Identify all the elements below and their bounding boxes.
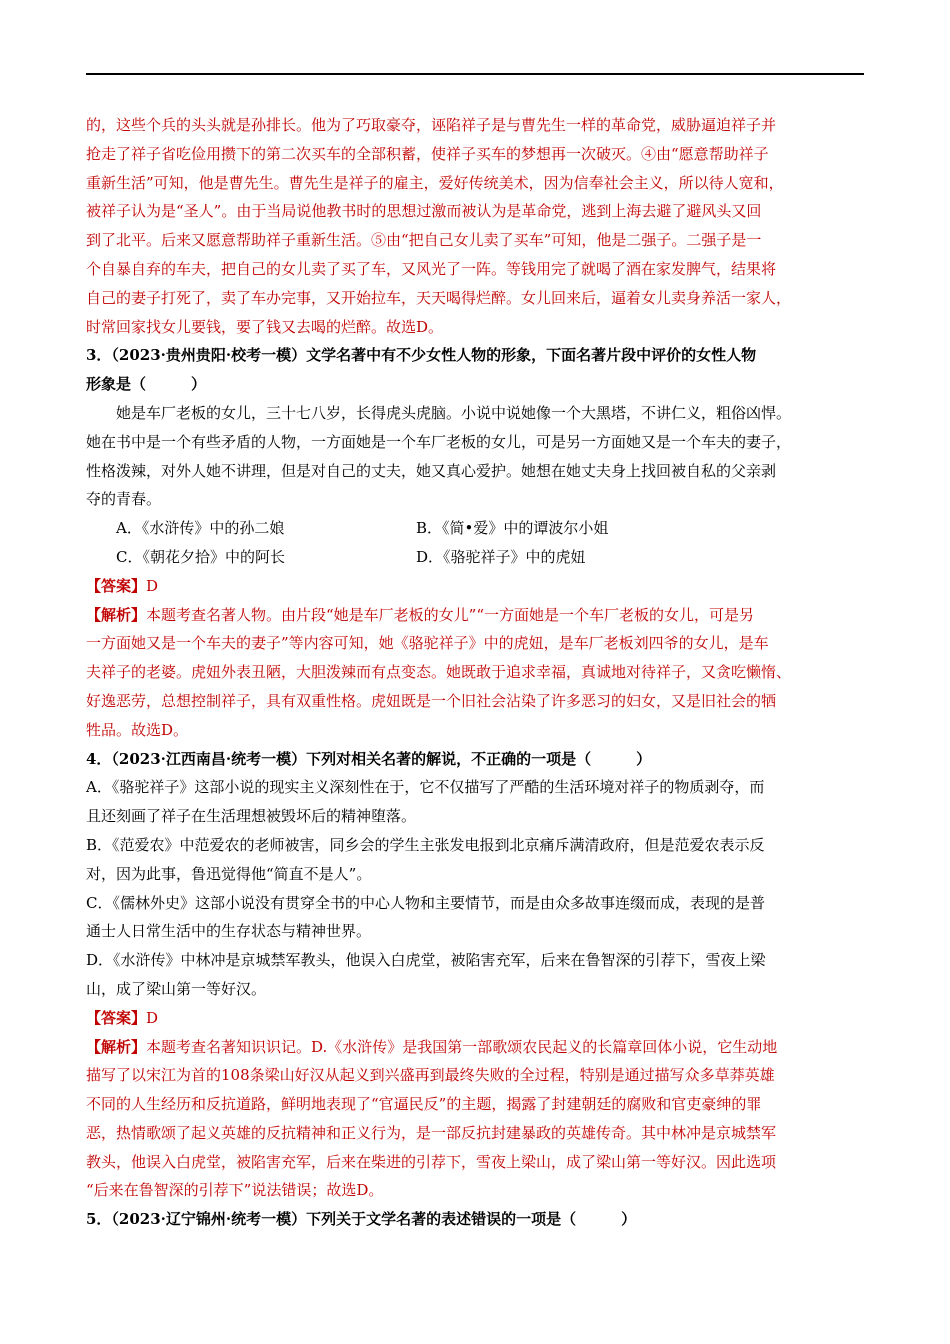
analysis-tag: 【解析】 (86, 605, 147, 624)
q3-passage-line: 她在书中是一个有些矛盾的人物，一方面她是一个车厂老板的女儿，可是另一方面她又是一个车夫的妻子， (86, 432, 792, 451)
q3-answer (86, 572, 876, 601)
analysis-tag: 【解析】 (86, 1037, 147, 1056)
page-content (86, 111, 876, 1234)
q3-option-d: D．《骆驼祥子》中的虎妞 (416, 547, 586, 566)
q2-analysis-line: 被祥子认为是“圣人”。由于当局说他教书时的思想过激而被认为是革命党，逃到上海去避了避风头又回 (86, 202, 762, 221)
q4-answer (86, 1004, 876, 1033)
q4-option-line: 通士人日常生活中的生存状态与精神世界。 (86, 922, 372, 941)
q3-stem: 形象是（ ） (86, 375, 207, 394)
q4-analysis-line: 不同的人生经历和反抗道路，鲜明地表现了“官逼民反”的主题，揭露了封建朝廷的腐败和官吏豪绅的罪 (86, 1095, 762, 1114)
q2-analysis-line: 到了北平。后来又愿意帮助祥子重新生活。⑤由“把自己女儿卖了买车”可知，他是二强子。二强子是一 (86, 231, 762, 250)
q3-passage-line: 夺的青春。 (86, 490, 162, 509)
q3-options-row (86, 543, 876, 572)
q3-analysis-line: 牲品。故选D。 (86, 720, 189, 739)
q4-analysis-line: 教头，他误入白虎堂，被陷害充军，后来在柴进的引荐下，雪夜上梁山，成了梁山第一等好汉。因此选项 (86, 1152, 777, 1171)
q4-option-line: 且还刻画了祥子在生活理想被毁坏后的精神堕落。 (86, 807, 417, 826)
q3-analysis-line: 一方面她又是一个车夫的妻子”等内容可知，她《骆驼祥子》中的虎妞，是车厂老板刘四爷的女儿，是车 (86, 634, 769, 653)
q4-analysis-line: 描写了以宋江为首的108条梁山好汉从起义到兴盛再到最终失败的全过程，特别是通过描写众多草莽英雄 (86, 1066, 775, 1085)
q4-analysis-line: “后来在鲁智深的引荐下”说法错误；故选D。 (86, 1181, 384, 1200)
q4-option-line: 山，成了梁山第一等好汉。 (86, 979, 267, 998)
q3-analysis-line: 好逸恶劳，总想控制祥子，具有双重性格。虎妞既是一个旧社会沾染了许多恶习的妇女，又是旧社会的牺 (86, 691, 777, 710)
q4-option-line: A．《骆驼祥子》这部小说的现实主义深刻性在于，它不仅描写了严酷的生活环境对祥子的物质剥夺，而 (86, 778, 765, 797)
q4-option-line: 对，因为此事，鲁迅觉得他“简直不是人”。 (86, 864, 372, 883)
q3-passage-line: 她是车厂老板的女儿，三十七八岁，长得虎头虎脑。小说中说她像一个大黑塔，不讲仁义，粗俗凶悍。 (116, 403, 792, 422)
q4-stem: 4．（2023·江西南昌·统考一模）下列对相关名著的解说，不正确的一项是（ ） (86, 749, 652, 768)
q3-option-c: C．《朝花夕拾》中的阿长 (116, 547, 285, 566)
q3-stem: 3．（2023·贵州贵阳·校考一模）文学名著中有不少女性人物的形象，下面名著片段中评价的女性人物 (86, 346, 757, 365)
q3-analysis-line: 夫祥子的老婆。虎妞外表丑陋，大胆泼辣而有点变态。她既敢于追求幸福，真诚地对待祥子，又贪吃懒惰、 (86, 663, 792, 682)
header-rule (86, 73, 864, 75)
q4-option-line: B．《范爱农》中范爱农的老师被害，同乡会的学生主张发电报到北京痛斥满清政府，但是范爱农表示反 (86, 835, 765, 854)
q3-analysis-line (86, 601, 876, 630)
q4-option-line: C．《儒林外史》这部小说没有贯穿全书的中心人物和主要情节，而是由众多故事连缀而成，表现的是普 (86, 893, 765, 912)
answer-value: D (146, 1008, 159, 1027)
q2-analysis-line: 抢走了祥子省吃俭用攒下的第二次买车的全部积蓄，使祥子买车的梦想再一次破灭。④由“愿意帮助祥子 (86, 144, 769, 163)
q4-analysis-line (86, 1033, 876, 1062)
q2-analysis-line: 的，这些个兵的头头就是孙排长。他为了巧取豪夺，诬陷祥子是与曹先生一样的革命党，威胁逼迫祥子并 (86, 116, 777, 134)
q3-option-a: A．《水浒传》中的孙二娘 (116, 519, 285, 538)
q5-stem: 5．（2023·辽宁锦州·统考一模）下列关于文学名著的表述错误的一项是（ ） (86, 1210, 637, 1229)
analysis-text: 本题考查名著知识识记。D.《水浒传》是我国第一部歌颂农民起义的长篇章回体小说，它生动地 (146, 1037, 778, 1056)
analysis-text: 本题考查名著人物。由片段“她是车厂老板的女儿”“一方面她是一个车厂老板的女儿，可是另 (146, 605, 755, 624)
q3-option-b: B．《简•爱》中的谭波尔小姐 (416, 519, 609, 538)
answer-tag: 【答案】 (86, 576, 147, 595)
q2-analysis-line: 个自暴自弃的车夫，把自己的女儿卖了买了车，又风光了一阵。等钱用完了就喝了酒在家发脾气，结果将 (86, 259, 777, 278)
answer-value: D (146, 576, 159, 595)
answer-tag: 【答案】 (86, 1008, 147, 1027)
q4-analysis-line: 恶，热情歌颂了起义英雄的反抗精神和正义行为，是一部反抗封建暴政的英雄传奇。其中林冲是京城禁军 (86, 1123, 777, 1142)
q2-analysis-line: 自己的妻子打死了，卖了车办完事，又开始拉车，天天喝得烂醉。女儿回来后，逼着女儿卖身养活一家人， (86, 288, 792, 307)
q4-option-line: D．《水浒传》中林冲是京城禁军教头，他误入白虎堂，被陷害充军，后来在鲁智深的引荐下，雪夜上梁 (86, 951, 766, 970)
q2-analysis-line: 重新生活”可知，他是曹先生。曹先生是祥子的雇主，爱好传统美术，因为信奉社会主义，所以待人宽和， (86, 173, 784, 192)
q3-options-row (86, 514, 876, 543)
q2-analysis-line: 时常回家找女儿要钱，要了钱又去喝的烂醉。故选D。 (86, 317, 444, 336)
q3-passage-line: 性格泼辣，对外人她不讲理，但是对自己的丈夫，她又真心爱护。她想在她丈夫身上找回被自私的父亲剥 (86, 461, 777, 480)
